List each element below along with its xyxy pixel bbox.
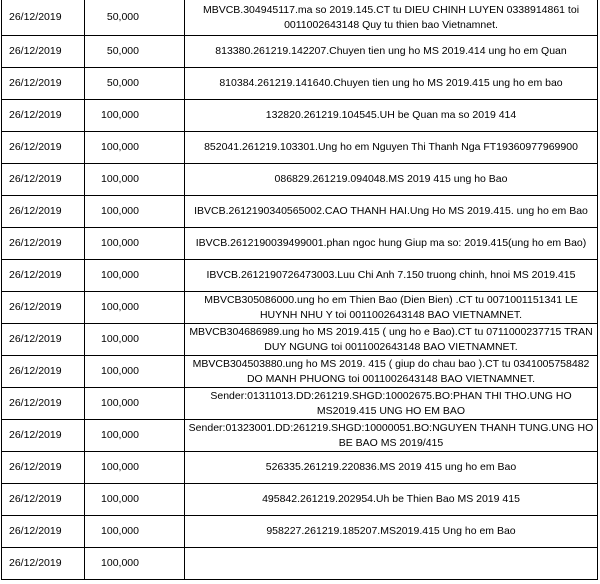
description-cell: 813380.261219.142207.Chuyen tien ung ho MS 2019.414 ung ho em Quan: [185, 36, 598, 68]
amount-cell: 100,000: [85, 164, 185, 196]
amount-cell: 100,000: [85, 228, 185, 260]
description-cell: 958227.261219.185207.MS2019.415 Ung ho em Bao: [185, 516, 598, 548]
table-row: [2, 228, 598, 260]
table-row: [2, 0, 598, 36]
description-cell: MBVCB.304945117.ma so 2019.145.CT tu DIEU CHINH LUYEN 0338914861 toi 0011002643148 Quy tu thien bao Vietnamnet.: [185, 0, 598, 36]
table-row: [2, 132, 598, 164]
description-cell: MBVCB305086000.ung ho em Thien Bao (Dien Bien) .CT tu 0071001151341 LE HUYNH NHU Y toi 0011002643148 BAO VIETNAMNET.: [185, 292, 598, 324]
amount-cell: 100,000: [85, 132, 185, 164]
date-cell: 26/12/2019: [2, 356, 85, 388]
date-cell: 26/12/2019: [2, 132, 85, 164]
date-cell: 26/12/2019: [2, 100, 85, 132]
description-cell: 852041.261219.103301.Ung ho em Nguyen Thi Thanh Nga FT19360977969900: [185, 132, 598, 164]
description-cell: IBVCB.2612190039499001.phan ngoc hung Giup ma so: 2019.415(ung ho em Bao): [185, 228, 598, 260]
date-cell: 26/12/2019: [2, 324, 85, 356]
amount-cell: 50,000: [85, 68, 185, 100]
amount-cell: 100,000: [85, 484, 185, 516]
description-cell: 132820.261219.104545.UH be Quan ma so 2019 414: [185, 100, 598, 132]
table-row: [2, 260, 598, 292]
table-row: [2, 164, 598, 196]
amount-cell: 100,000: [85, 196, 185, 228]
date-cell: 26/12/2019: [2, 388, 85, 420]
table-row: [2, 68, 598, 100]
table-row: [2, 324, 598, 356]
date-cell: 26/12/2019: [2, 228, 85, 260]
table-row: [2, 36, 598, 68]
amount-cell: 100,000: [85, 452, 185, 484]
date-cell: 26/12/2019: [2, 452, 85, 484]
date-cell: 26/12/2019: [2, 548, 85, 580]
description-cell: 086829.261219.094048.MS 2019 415 ung ho Bao: [185, 164, 598, 196]
amount-cell: 100,000: [85, 356, 185, 388]
table-row: [2, 452, 598, 484]
table-row: [2, 196, 598, 228]
table-row: [2, 356, 598, 388]
description-cell: MBVCB304503880.ung ho MS 2019. 415 ( giup do chau bao ).CT tu 0341005758482 DO MANH PHUONG toi 0011002643148 BAO VIETNAMNET.: [185, 356, 598, 388]
table-row: [2, 516, 598, 548]
description-cell: MBVCB304686989.ung ho MS 2019.415 ( ung ho e Bao).CT tu 0711000237715 TRAN DUY NGUNG toi 0011002643148 BAO VIETNAMNET.: [185, 324, 598, 356]
table-row: [2, 548, 598, 580]
description-cell: Sender:01323001.DD:261219.SHGD:10000051.BO:NGUYEN THANH TUNG.UNG HO BE BAO MS 2019/415: [185, 420, 598, 452]
amount-cell: 100,000: [85, 516, 185, 548]
table-row: [2, 100, 598, 132]
date-cell: 26/12/2019: [2, 484, 85, 516]
amount-cell: 100,000: [85, 324, 185, 356]
description-cell: 526335.261219.220836.MS 2019 415 ung ho em Bao: [185, 452, 598, 484]
amount-cell: 100,000: [85, 420, 185, 452]
table-body: [2, 0, 598, 580]
description-cell: Sender:01311013.DD:261219.SHGD:10002675.BO:PHAN THI THO.UNG HO MS2019.415 UNG HO EM BAO: [185, 388, 598, 420]
table-row: [2, 420, 598, 452]
date-cell: 26/12/2019: [2, 196, 85, 228]
description-cell: IBVCB.2612190726473003.Luu Chi Anh 7.150 truong chinh, hnoi MS 2019.415: [185, 260, 598, 292]
donations-table: [1, 0, 598, 580]
description-cell: 495842.261219.202954.Uh be Thien Bao MS 2019 415: [185, 484, 598, 516]
date-cell: 26/12/2019: [2, 36, 85, 68]
amount-cell: 100,000: [85, 100, 185, 132]
description-cell: IBVCB.2612190340565002.CAO THANH HAI.Ung Ho MS 2019.415. ung ho em Bao: [185, 196, 598, 228]
date-cell: 26/12/2019: [2, 292, 85, 324]
amount-cell: 100,000: [85, 548, 185, 580]
description-cell: 810384.261219.141640.Chuyen tien ung ho MS 2019.415 ung ho em bao: [185, 68, 598, 100]
amount-cell: 50,000: [85, 36, 185, 68]
date-cell: 26/12/2019: [2, 260, 85, 292]
table-row: [2, 484, 598, 516]
amount-cell: 100,000: [85, 260, 185, 292]
description-cell: [185, 548, 598, 580]
amount-cell: 100,000: [85, 388, 185, 420]
table-row: [2, 292, 598, 324]
amount-cell: 100,000: [85, 292, 185, 324]
date-cell: 26/12/2019: [2, 420, 85, 452]
date-cell: 26/12/2019: [2, 516, 85, 548]
amount-cell: 50,000: [85, 0, 185, 36]
date-cell: 26/12/2019: [2, 0, 85, 36]
table-row: [2, 388, 598, 420]
date-cell: 26/12/2019: [2, 68, 85, 100]
date-cell: 26/12/2019: [2, 164, 85, 196]
